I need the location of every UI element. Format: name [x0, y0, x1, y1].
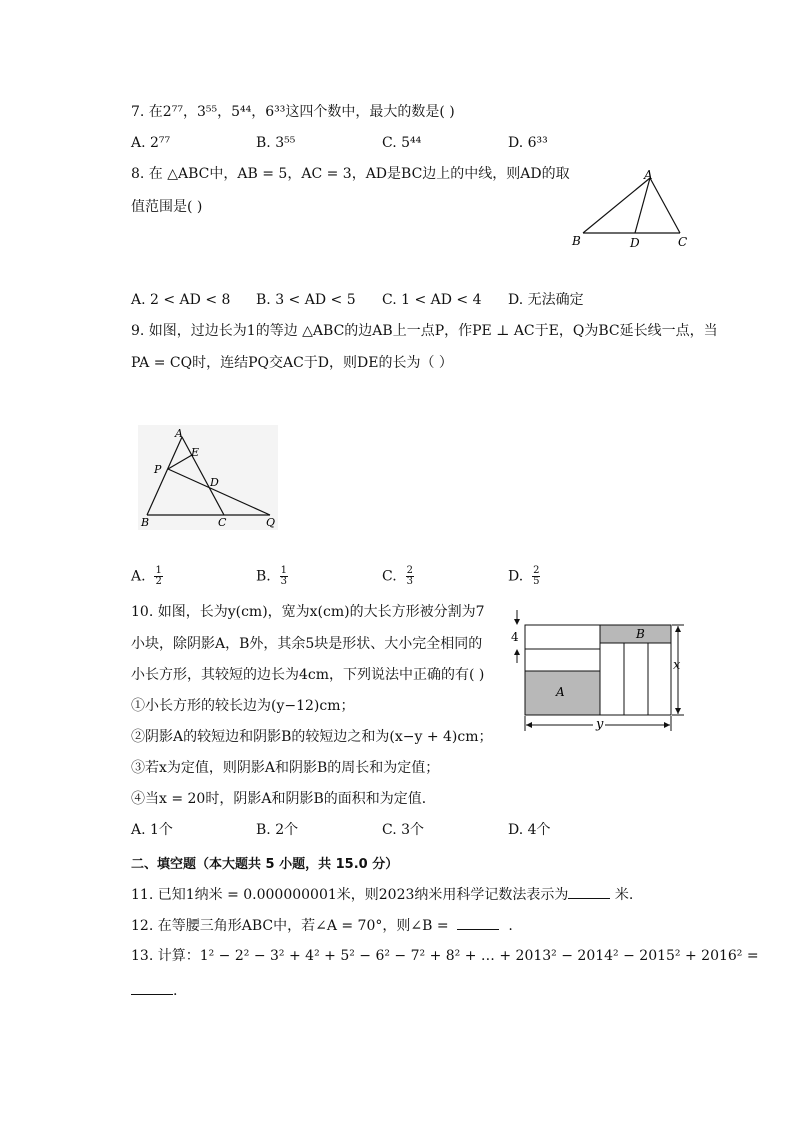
q9-option-a-letter: A. — [131, 568, 146, 585]
q10-y-arrow-right — [664, 722, 670, 728]
q8-option-b: B. 3 < AD < 5 — [256, 292, 356, 308]
q9-option-c-den: 3 — [406, 576, 413, 587]
q10-arrow-top-head — [514, 619, 520, 625]
q7-option-d: D. 6³³ — [508, 135, 548, 151]
q8-side-ab — [583, 178, 650, 233]
q9-label-c: C — [218, 516, 227, 529]
q10-x-arrow-up — [675, 626, 681, 632]
q8-label-a: A — [644, 168, 653, 182]
q10-rectangle-figure — [500, 605, 700, 740]
q11-unit: 米. — [614, 887, 634, 903]
q10-stem-line3: 小长方形，其较短的边长为4cm，下列说法中正确的有( ) — [131, 667, 485, 683]
q9-label-b: B — [141, 516, 150, 529]
q9-label-d: D — [210, 476, 219, 489]
q8-label-d: D — [630, 236, 640, 250]
q12-end: . — [508, 918, 513, 934]
q11-stem: 11. 已知1纳米 = 0.000000001米，则2023纳米用科学记数法表示为 — [131, 887, 569, 903]
q10-label-y: y — [596, 717, 604, 732]
q10-x-arrow-down — [675, 708, 681, 714]
q12-stem: 12. 在等腰三角形ABC中，若∠A = 70°，则∠B = — [131, 918, 449, 934]
q7-stem: 7. 在2⁷⁷，3⁵⁵，5⁴⁴，6³³这四个数中，最大的数是( ) — [131, 104, 455, 120]
section-2-heading: 二、填空题（本大题共 5 小题，共 15.0 分） — [131, 857, 399, 872]
q9-option-a — [131, 566, 163, 587]
q7-option-b: B. 3⁵⁵ — [256, 135, 296, 151]
q9-option-b-num: 1 — [280, 565, 288, 576]
q9-option-b-den: 3 — [280, 576, 288, 587]
q9-option-b-letter: B. — [256, 568, 271, 585]
q9-label-e: E — [191, 446, 200, 459]
q9-option-b — [256, 566, 288, 587]
q9-option-c — [382, 566, 414, 587]
q8-label-c: C — [678, 235, 688, 249]
q9-stem-line1: 9. 如图，过边长为1的等边 △ABC的边AB上一点P，作PE ⊥ AC于E，Q为BC延长线一点，当 — [131, 323, 718, 339]
q8-option-a: A. 2 < AD < 8 — [131, 292, 231, 308]
q8-stem-line2: 值范围是( ) — [131, 199, 203, 215]
q9-option-d-den: 5 — [533, 576, 540, 587]
q9-option-c-letter: C. — [382, 568, 397, 585]
q12-answer-blank[interactable] — [457, 915, 499, 930]
q9-option-a-den: 2 — [155, 576, 162, 587]
q9-option-b-fraction — [280, 566, 288, 587]
q10-label-x: x — [673, 658, 681, 673]
q9-option-c-num: 2 — [406, 565, 413, 576]
q8-option-d: D. 无法确定 — [508, 292, 584, 308]
q10-label-four: 4 — [511, 630, 519, 644]
q13-answer-line — [131, 980, 177, 1001]
q9-option-d-num: 2 — [533, 565, 540, 576]
q11 — [131, 884, 633, 905]
q10-option-d: D. 4个 — [508, 822, 551, 838]
q9-option-c-fraction — [406, 566, 414, 587]
q9-label-q: Q — [266, 516, 276, 529]
q12 — [131, 915, 513, 936]
q8-stem-line1: 8. 在 △ABC中，AB = 5，AC = 3，AD是BC边上的中线，则AD的取 — [131, 166, 570, 182]
q7-option-a: A. 2⁷⁷ — [131, 135, 171, 151]
q10-stem-line2: 小块，除阴影A，B外，其余5块是形状、大小完全相同的 — [131, 636, 483, 652]
q10-statement-2: ②阴影A的较短边和阴影B的较短边之和为(x−y + 4)cm； — [131, 729, 493, 745]
q7-option-c: C. 5⁴⁴ — [382, 135, 422, 151]
q10-option-a: A. 1个 — [131, 822, 173, 838]
q10-statement-3: ③若x为定值，则阴影A和阴影B的周长和为定值； — [131, 760, 440, 776]
q10-statement-1: ①小长方形的较长边为(y−12)cm； — [131, 698, 355, 714]
q13-stem: 13. 计算：1² − 2² − 3² + 4² + 5² − 6² − 7² + 8² + … + 2013² − 2014² − 2015² + 2016² = — [131, 948, 759, 964]
q9-option-d — [508, 566, 540, 587]
q8-option-c: C. 1 < AD < 4 — [382, 292, 482, 308]
q9-stem-line2: PA = CQ时，连结PQ交AC于D，则DE的长为（ ） — [131, 355, 453, 371]
q9-label-p: P — [154, 463, 162, 476]
q10-option-c: C. 3个 — [382, 822, 425, 838]
q8-triangle-figure — [560, 165, 700, 255]
q9-label-a: A — [175, 427, 183, 440]
q9-triangle-figure — [138, 425, 278, 530]
q10-stem-line1: 10. 如图，长为y(cm)，宽为x(cm)的大长方形被分割为7 — [131, 604, 485, 620]
q8-median-ad — [635, 178, 650, 233]
q9-figure-background — [138, 425, 278, 530]
q10-option-b: B. 2个 — [256, 822, 299, 838]
q10-label-b: B — [636, 627, 645, 641]
q11-answer-blank[interactable] — [568, 884, 610, 899]
q10-statement-4: ④当x = 20时，阴影A和阴影B的面积和为定值． — [131, 791, 436, 807]
q10-y-arrow-left — [526, 722, 532, 728]
q13-answer-blank[interactable] — [131, 980, 173, 995]
q10-label-a: A — [556, 685, 565, 699]
q9-option-d-letter: D. — [508, 568, 524, 585]
q10-arrow-bottom-head — [514, 649, 520, 655]
q8-side-ac — [650, 178, 680, 233]
q13-end: . — [173, 983, 178, 999]
q8-label-b: B — [572, 234, 581, 248]
q9-option-a-num: 1 — [155, 565, 162, 576]
q9-option-d-fraction — [532, 566, 540, 587]
q9-option-a-fraction — [154, 566, 162, 587]
